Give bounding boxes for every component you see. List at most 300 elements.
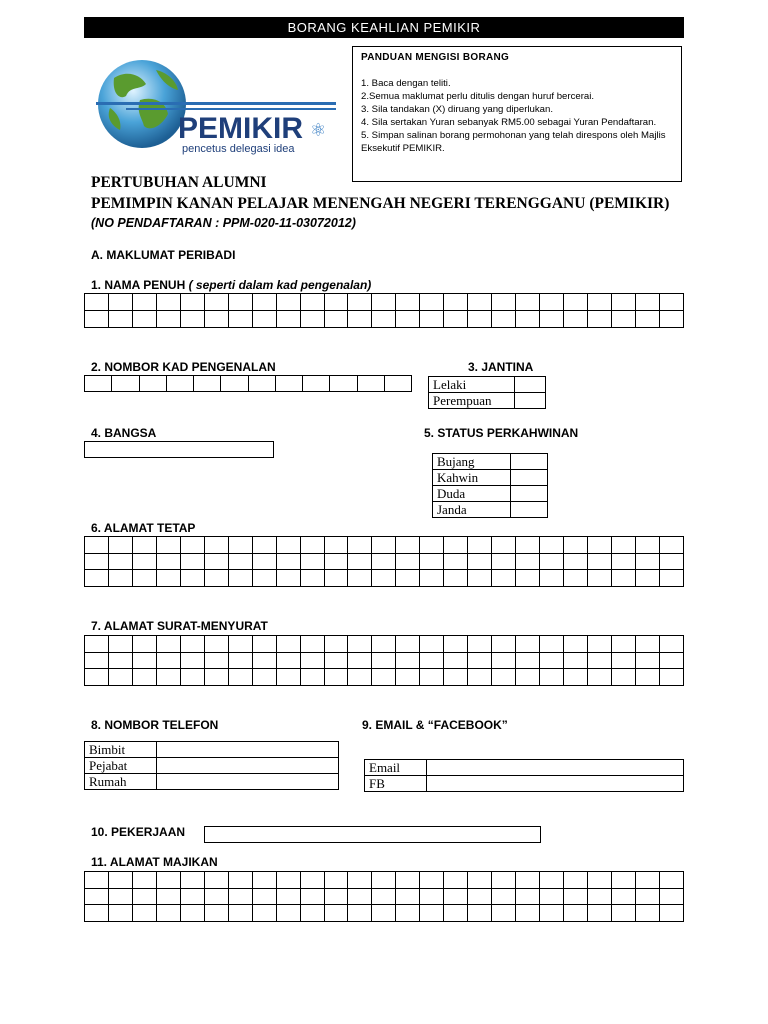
letter-box[interactable] [156,294,180,311]
letter-box[interactable] [516,669,540,686]
letter-box[interactable] [564,872,588,889]
letter-box[interactable] [564,311,588,328]
letter-box[interactable] [324,669,348,686]
letter-box[interactable] [588,669,612,686]
letter-box[interactable] [180,537,204,554]
letter-box[interactable] [108,553,132,570]
letter-box[interactable] [372,311,396,328]
letter-box[interactable] [108,669,132,686]
letter-box[interactable] [588,311,612,328]
letter-box[interactable] [635,888,659,905]
letter-box[interactable] [300,905,324,922]
letter-box[interactable] [659,311,683,328]
letter-box[interactable] [372,537,396,554]
letter-box[interactable] [540,537,564,554]
letter-box[interactable] [588,872,612,889]
letter-box[interactable] [228,905,252,922]
letter-box[interactable] [348,636,372,653]
letter-box[interactable] [516,311,540,328]
letter-box[interactable] [635,652,659,669]
letter-box[interactable] [108,570,132,587]
letter-box[interactable] [180,311,204,328]
letter-box[interactable] [516,872,540,889]
letter-box[interactable] [156,311,180,328]
employer-address-grid[interactable] [84,871,684,922]
letter-box[interactable] [611,636,635,653]
letter-box[interactable] [444,570,468,587]
letter-box[interactable] [85,888,109,905]
letter-box[interactable] [588,537,612,554]
letter-box[interactable] [468,311,492,328]
letter-box[interactable] [468,888,492,905]
letter-box[interactable] [85,294,109,311]
letter-box[interactable] [166,376,193,392]
letter-box[interactable] [420,905,444,922]
letter-box[interactable] [588,888,612,905]
letter-box[interactable] [180,570,204,587]
letter-box[interactable] [228,636,252,653]
letter-box[interactable] [420,888,444,905]
letter-box[interactable] [611,669,635,686]
letter-box[interactable] [659,294,683,311]
letter-box[interactable] [420,311,444,328]
letter-box[interactable] [108,872,132,889]
letter-box[interactable] [420,537,444,554]
letter-box[interactable] [516,537,540,554]
letter-box[interactable] [108,905,132,922]
letter-box[interactable] [85,537,109,554]
letter-box[interactable] [492,570,516,587]
letter-box[interactable] [300,553,324,570]
letter-box[interactable] [156,888,180,905]
letter-box[interactable] [540,636,564,653]
letter-box[interactable] [516,652,540,669]
letter-box[interactable] [540,872,564,889]
letter-box[interactable] [444,294,468,311]
facebook-input[interactable] [427,776,684,792]
letter-box[interactable] [611,537,635,554]
letter-box[interactable] [276,872,300,889]
letter-box[interactable] [540,570,564,587]
letter-box[interactable] [372,570,396,587]
letter-box[interactable] [156,669,180,686]
letter-box[interactable] [492,553,516,570]
letter-box[interactable] [132,636,156,653]
letter-box[interactable] [156,537,180,554]
letter-box[interactable] [588,905,612,922]
letter-box[interactable] [420,294,444,311]
letter-box[interactable] [108,294,132,311]
letter-box[interactable] [659,570,683,587]
letter-box[interactable] [204,311,228,328]
letter-box[interactable] [564,570,588,587]
mobile-phone-input[interactable] [157,742,339,758]
letter-box[interactable] [324,570,348,587]
mailing-address-grid[interactable] [84,635,684,686]
letter-box[interactable] [194,376,221,392]
letter-box[interactable] [180,553,204,570]
letter-box[interactable] [330,376,357,392]
letter-box[interactable] [276,570,300,587]
letter-box[interactable] [228,311,252,328]
letter-box[interactable] [324,537,348,554]
home-phone-input[interactable] [157,774,339,790]
letter-box[interactable] [348,652,372,669]
letter-box[interactable] [204,570,228,587]
letter-box[interactable] [540,888,564,905]
letter-box[interactable] [516,570,540,587]
letter-box[interactable] [468,652,492,669]
letter-box[interactable] [276,294,300,311]
letter-box[interactable] [348,570,372,587]
letter-box[interactable] [635,905,659,922]
letter-box[interactable] [611,294,635,311]
letter-box[interactable] [180,888,204,905]
letter-box[interactable] [468,537,492,554]
letter-box[interactable] [85,669,109,686]
letter-box[interactable] [396,652,420,669]
letter-box[interactable] [540,905,564,922]
letter-box[interactable] [396,553,420,570]
letter-box[interactable] [252,537,276,554]
letter-box[interactable] [276,669,300,686]
letter-box[interactable] [204,652,228,669]
letter-box[interactable] [303,376,330,392]
letter-box[interactable] [112,376,139,392]
letter-box[interactable] [372,872,396,889]
letter-box[interactable] [564,294,588,311]
letter-box[interactable] [588,570,612,587]
letter-box[interactable] [180,294,204,311]
letter-box[interactable] [85,636,109,653]
marital-widower-checkbox[interactable] [511,486,548,502]
letter-box[interactable] [228,872,252,889]
letter-box[interactable] [228,537,252,554]
letter-box[interactable] [348,537,372,554]
letter-box[interactable] [132,537,156,554]
letter-box[interactable] [444,553,468,570]
letter-box[interactable] [300,872,324,889]
letter-box[interactable] [540,669,564,686]
permanent-address-grid[interactable] [84,536,684,587]
letter-box[interactable] [611,872,635,889]
letter-box[interactable] [468,553,492,570]
letter-box[interactable] [420,553,444,570]
occupation-input[interactable] [204,826,541,843]
letter-box[interactable] [611,652,635,669]
letter-box[interactable] [85,872,109,889]
letter-box[interactable] [300,636,324,653]
letter-box[interactable] [396,570,420,587]
letter-box[interactable] [276,888,300,905]
letter-box[interactable] [132,888,156,905]
letter-box[interactable] [252,888,276,905]
letter-box[interactable] [252,311,276,328]
letter-box[interactable] [180,669,204,686]
letter-box[interactable] [252,636,276,653]
letter-box[interactable] [444,872,468,889]
letter-box[interactable] [588,636,612,653]
letter-box[interactable] [635,311,659,328]
letter-box[interactable] [180,872,204,889]
letter-box[interactable] [635,537,659,554]
letter-box[interactable] [132,294,156,311]
letter-box[interactable] [444,905,468,922]
letter-box[interactable] [611,905,635,922]
letter-box[interactable] [324,905,348,922]
letter-box[interactable] [396,636,420,653]
letter-box[interactable] [540,553,564,570]
letter-box[interactable] [444,888,468,905]
letter-box[interactable] [635,636,659,653]
letter-box[interactable] [180,652,204,669]
letter-box[interactable] [276,553,300,570]
letter-box[interactable] [252,872,276,889]
letter-box[interactable] [300,669,324,686]
letter-box[interactable] [635,872,659,889]
letter-box[interactable] [492,636,516,653]
letter-box[interactable] [156,636,180,653]
letter-box[interactable] [252,294,276,311]
letter-box[interactable] [108,636,132,653]
letter-box[interactable] [635,553,659,570]
letter-box[interactable] [348,311,372,328]
letter-box[interactable] [156,570,180,587]
race-input[interactable] [84,441,274,458]
letter-box[interactable] [248,376,275,392]
gender-female-checkbox[interactable] [515,393,546,409]
marital-single-checkbox[interactable] [511,454,548,470]
letter-box[interactable] [85,905,109,922]
letter-box[interactable] [324,652,348,669]
letter-box[interactable] [156,553,180,570]
letter-box[interactable] [324,872,348,889]
letter-box[interactable] [85,652,109,669]
letter-box[interactable] [564,537,588,554]
letter-box[interactable] [180,636,204,653]
letter-box[interactable] [588,553,612,570]
letter-box[interactable] [659,669,683,686]
letter-box[interactable] [659,553,683,570]
letter-box[interactable] [221,376,248,392]
letter-box[interactable] [156,905,180,922]
letter-box[interactable] [348,553,372,570]
letter-box[interactable] [564,636,588,653]
letter-box[interactable] [564,553,588,570]
letter-box[interactable] [252,652,276,669]
letter-box[interactable] [228,888,252,905]
letter-box[interactable] [108,311,132,328]
letter-box[interactable] [132,570,156,587]
letter-box[interactable] [324,311,348,328]
full-name-grid[interactable] [84,293,684,328]
gender-male-checkbox[interactable] [515,377,546,393]
letter-box[interactable] [85,570,109,587]
letter-box[interactable] [564,669,588,686]
email-input[interactable] [427,760,684,776]
letter-box[interactable] [588,294,612,311]
letter-box[interactable] [204,553,228,570]
letter-box[interactable] [611,311,635,328]
letter-box[interactable] [516,888,540,905]
letter-box[interactable] [540,311,564,328]
letter-box[interactable] [516,294,540,311]
letter-box[interactable] [492,905,516,922]
letter-box[interactable] [108,888,132,905]
letter-box[interactable] [444,311,468,328]
letter-box[interactable] [85,311,109,328]
letter-box[interactable] [468,872,492,889]
letter-box[interactable] [420,872,444,889]
letter-box[interactable] [252,553,276,570]
letter-box[interactable] [252,905,276,922]
letter-box[interactable] [396,537,420,554]
letter-box[interactable] [348,872,372,889]
letter-box[interactable] [444,652,468,669]
letter-box[interactable] [276,311,300,328]
letter-box[interactable] [492,888,516,905]
letter-box[interactable] [492,294,516,311]
letter-box[interactable] [444,537,468,554]
letter-box[interactable] [348,294,372,311]
letter-box[interactable] [384,376,411,392]
letter-box[interactable] [516,905,540,922]
letter-box[interactable] [348,669,372,686]
letter-box[interactable] [204,872,228,889]
letter-box[interactable] [516,553,540,570]
letter-box[interactable] [276,636,300,653]
letter-box[interactable] [372,905,396,922]
letter-box[interactable] [372,652,396,669]
letter-box[interactable] [659,905,683,922]
letter-box[interactable] [252,570,276,587]
letter-box[interactable] [348,905,372,922]
letter-box[interactable] [564,905,588,922]
letter-box[interactable] [396,669,420,686]
letter-box[interactable] [324,294,348,311]
letter-box[interactable] [228,294,252,311]
letter-box[interactable] [420,669,444,686]
letter-box[interactable] [252,669,276,686]
letter-box[interactable] [468,669,492,686]
letter-box[interactable] [132,669,156,686]
letter-box[interactable] [420,570,444,587]
letter-box[interactable] [372,669,396,686]
letter-box[interactable] [396,294,420,311]
letter-box[interactable] [659,652,683,669]
letter-box[interactable] [204,537,228,554]
letter-box[interactable] [635,570,659,587]
letter-box[interactable] [492,669,516,686]
ic-number-grid[interactable] [84,375,412,392]
letter-box[interactable] [300,652,324,669]
letter-box[interactable] [468,570,492,587]
letter-box[interactable] [444,636,468,653]
letter-box[interactable] [492,652,516,669]
letter-box[interactable] [204,294,228,311]
letter-box[interactable] [85,376,112,392]
letter-box[interactable] [611,888,635,905]
letter-box[interactable] [357,376,384,392]
letter-box[interactable] [659,872,683,889]
letter-box[interactable] [276,652,300,669]
letter-box[interactable] [492,311,516,328]
letter-box[interactable] [204,905,228,922]
letter-box[interactable] [228,669,252,686]
letter-box[interactable] [396,311,420,328]
letter-box[interactable] [611,570,635,587]
letter-box[interactable] [276,905,300,922]
letter-box[interactable] [300,888,324,905]
letter-box[interactable] [156,872,180,889]
letter-box[interactable] [204,669,228,686]
letter-box[interactable] [204,888,228,905]
letter-box[interactable] [540,652,564,669]
letter-box[interactable] [324,636,348,653]
letter-box[interactable] [348,888,372,905]
letter-box[interactable] [372,636,396,653]
letter-box[interactable] [468,636,492,653]
letter-box[interactable] [540,294,564,311]
letter-box[interactable] [468,294,492,311]
letter-box[interactable] [139,376,166,392]
letter-box[interactable] [156,652,180,669]
letter-box[interactable] [516,636,540,653]
letter-box[interactable] [564,652,588,669]
letter-box[interactable] [396,872,420,889]
letter-box[interactable] [324,888,348,905]
letter-box[interactable] [228,553,252,570]
letter-box[interactable] [108,537,132,554]
letter-box[interactable] [300,570,324,587]
letter-box[interactable] [108,652,132,669]
letter-box[interactable] [396,905,420,922]
letter-box[interactable] [276,537,300,554]
letter-box[interactable] [492,537,516,554]
letter-box[interactable] [132,652,156,669]
marital-married-checkbox[interactable] [511,470,548,486]
letter-box[interactable] [300,294,324,311]
letter-box[interactable] [444,669,468,686]
letter-box[interactable] [468,905,492,922]
letter-box[interactable] [588,652,612,669]
letter-box[interactable] [204,636,228,653]
letter-box[interactable] [635,669,659,686]
letter-box[interactable] [611,553,635,570]
letter-box[interactable] [132,553,156,570]
letter-box[interactable] [420,636,444,653]
letter-box[interactable] [420,652,444,669]
letter-box[interactable] [132,311,156,328]
letter-box[interactable] [372,553,396,570]
letter-box[interactable] [300,537,324,554]
letter-box[interactable] [396,888,420,905]
letter-box[interactable] [132,905,156,922]
letter-box[interactable] [132,872,156,889]
letter-box[interactable] [635,294,659,311]
letter-box[interactable] [324,553,348,570]
letter-box[interactable] [659,888,683,905]
letter-box[interactable] [85,553,109,570]
office-phone-input[interactable] [157,758,339,774]
letter-box[interactable] [228,570,252,587]
marital-widow-checkbox[interactable] [511,502,548,518]
letter-box[interactable] [180,905,204,922]
letter-box[interactable] [372,294,396,311]
letter-box[interactable] [300,311,324,328]
letter-box[interactable] [372,888,396,905]
letter-box[interactable] [659,537,683,554]
